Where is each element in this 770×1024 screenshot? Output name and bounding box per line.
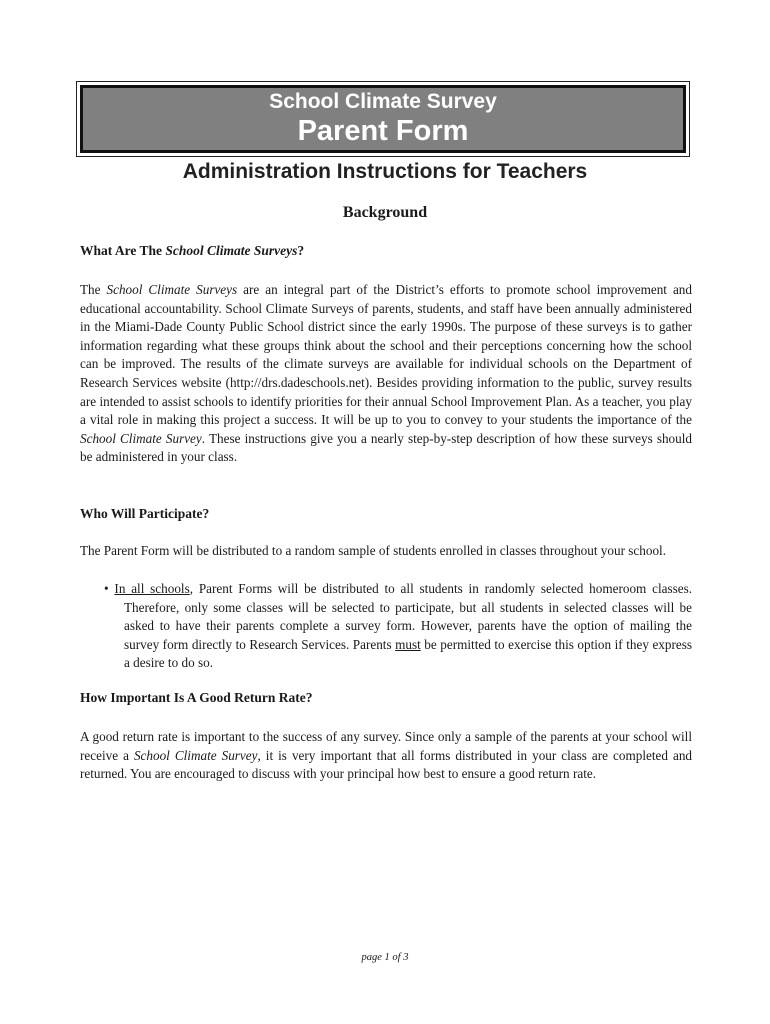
section-heading-what [80,243,304,259]
bullet-text-1: , Parent Forms will be distributed to all students in randomly selected homeroom classes. Therefore, only some classes will be selected to participate, but all students in selected classes will be asked to have their parents complete a survey form. However, parents have the option of mailing the survey form directly to Research Services. Parents [124,581,693,652]
para-bg-middle: are an integral part of the District’s efforts to promote school improvement and educational accountability. School Climate Surveys of parents, students, and staff have been annually administered in the Miami-Dade County Public School district since the early 1990s. The purpose of these surveys is to gather information regarding what these groups think about the school and their perceptions concerning how the school can be improved. The results of the climate surveys are available for individual schools on the Department of Research Services website (http://drs.dadeschools.net). Besides providing information to the public, survey results are intended to assist schools to identify priorities for their annual School Improvement Plan. As a teacher, you play a vital role in making this project a success. It will be up to you to convey to your students the importance of the [80,282,692,428]
header-box [76,81,690,157]
section-heading-return-rate: How Important Is A Good Return Rate? [80,690,313,705]
heading-what-suffix: ? [297,243,305,258]
heading-what-italic: School Climate Surveys [165,243,298,258]
para-bg-prefix: The [80,282,107,297]
page-title: Administration Instructions for Teachers [182,160,588,183]
para-rr-suffix: , it is very important that all forms distributed in your class are completed and returned. You are encouraged to discuss with your principal how best to ensure a good return rate. [80,747,693,782]
para-bg-italic2: School Climate Survey [80,430,202,446]
para-rr-italic: School Climate Survey [133,747,258,763]
bullet-item [104,580,692,673]
para-rr-prefix: A good return rate is important to the success of any survey. Since only a sample of the parents at your school will receive a [80,729,692,763]
bullet-mark: • [104,581,109,596]
bullet-must: must [395,636,421,652]
paragraph-who: The Parent Form will be distributed to a random sample of students enrolled in classes throughout your school. [80,543,667,558]
paragraph-background [80,281,692,467]
form-title: Parent Form [297,115,469,147]
section-heading-who: Who Will Participate? [80,506,210,521]
heading-what-prefix: What Are The [80,243,166,258]
header-banner [80,85,686,153]
page-number: page 1 of 3 [361,952,409,963]
para-bg-suffix: . These instructions give you a nearly step-by-step description of how these surveys should be administered in your class. [80,430,693,465]
para-bg-italic1: School Climate Surveys [106,282,238,297]
background-heading: Background [342,204,428,221]
survey-subtitle: School Climate Survey [269,90,497,113]
bullet-underlined: In all schools [114,581,190,596]
paragraph-return-rate [80,728,692,784]
bullet-text-2: be permitted to exercise this option if they express a desire to do so. [124,636,693,671]
